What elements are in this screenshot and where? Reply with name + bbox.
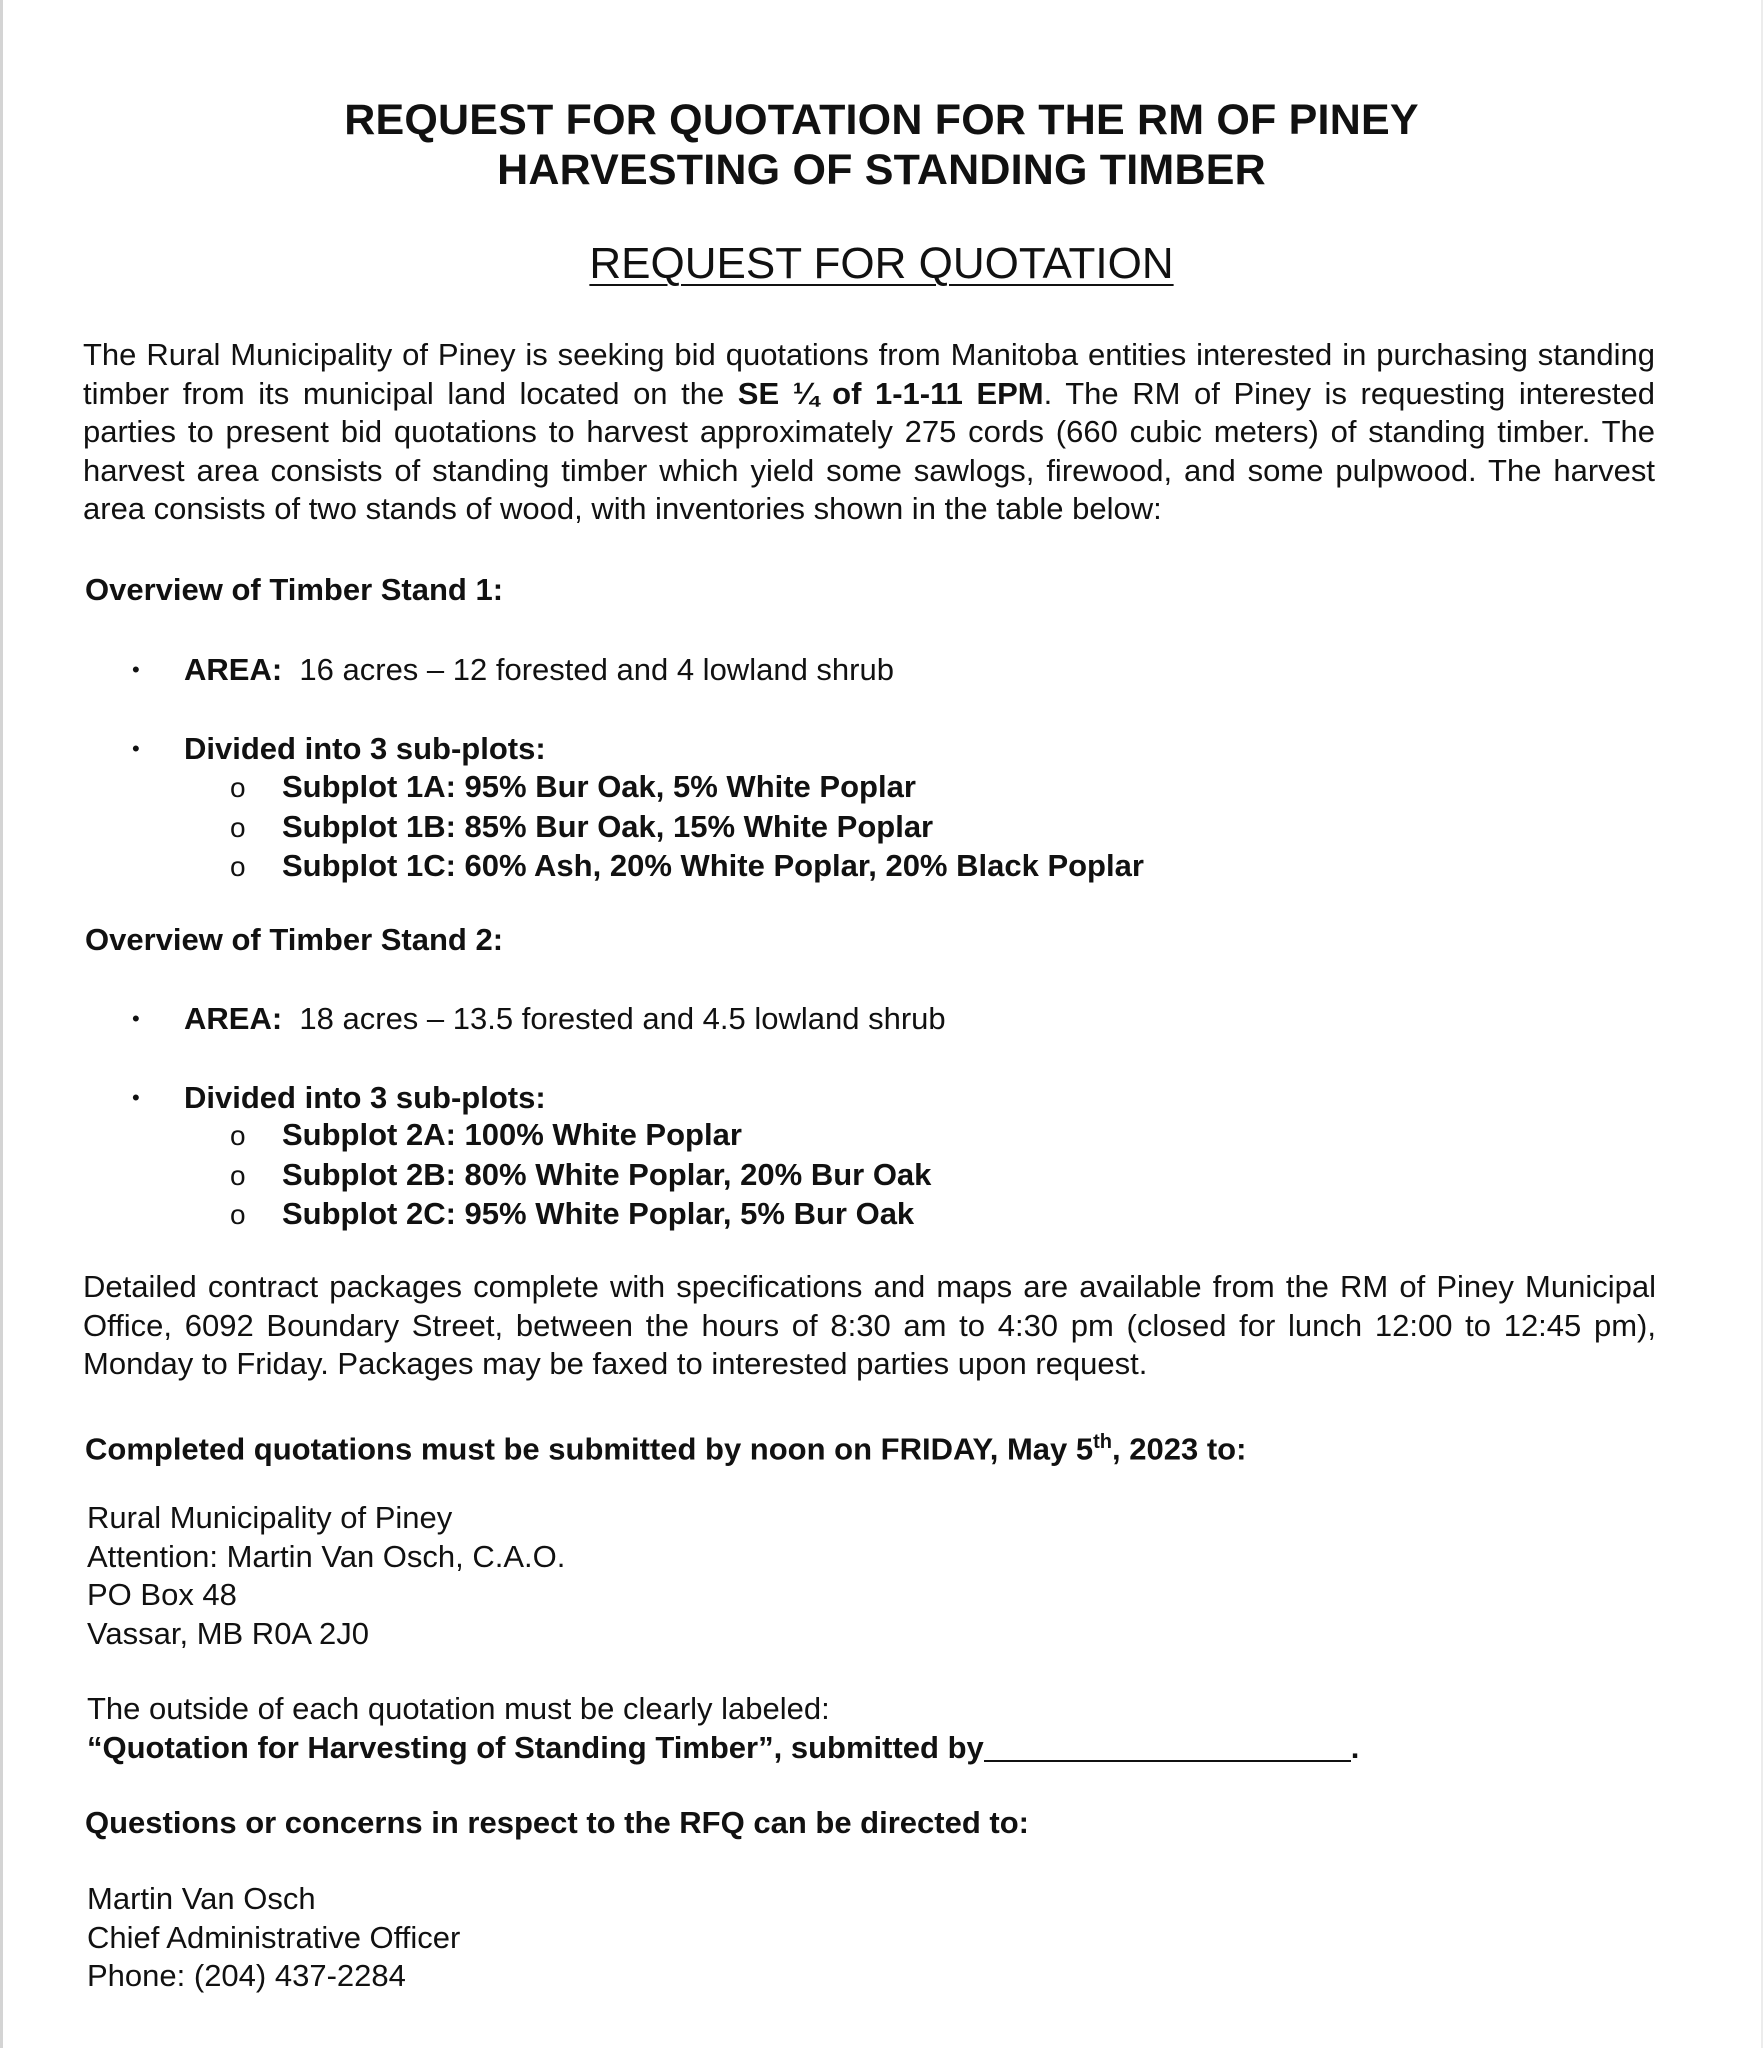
subplot-text: Subplot 1C: 60% Ash, 20% White Poplar, 20% Black Poplar bbox=[282, 848, 1144, 883]
scan-left-edge bbox=[0, 0, 3, 2048]
label-end-punctuation: . bbox=[1350, 1729, 1360, 1765]
questions-heading: Questions or concerns in respect to the RFQ can be directed to: bbox=[85, 1805, 1029, 1840]
list-item bbox=[230, 1116, 931, 1156]
address-line: Rural Municipality of Piney bbox=[87, 1500, 453, 1535]
deadline-ordinal: th bbox=[1093, 1431, 1113, 1453]
bullet-icon: • bbox=[132, 657, 140, 682]
list-item bbox=[230, 1195, 931, 1235]
circle-bullet-icon: o bbox=[230, 1159, 246, 1191]
stand-2-divided-label: Divided into 3 sub-plots: bbox=[184, 1080, 546, 1115]
document-title-line-2: HARVESTING OF STANDING TIMBER bbox=[497, 146, 1266, 194]
address-line: Attention: Martin Van Osch, C.A.O. bbox=[87, 1538, 566, 1574]
intro-paragraph bbox=[83, 336, 1655, 529]
list-item bbox=[230, 847, 1144, 887]
submission-address bbox=[87, 1499, 565, 1653]
stand-1-area-label: AREA: bbox=[184, 652, 283, 687]
intro-text-part-2: . The RM of Piney is requesting interested parties to present bid quotations to harvest approximately 275 cords (660 cubic meters) of standing timber. The harvest area consists of standing timber which yield some sawlogs, firewood, and some pulpwood. The harvest area consists of two stands of wood, with inventories shown in the table below: bbox=[83, 375, 1655, 526]
list-item bbox=[230, 808, 1144, 848]
section-subtitle: REQUEST FOR QUOTATION bbox=[589, 239, 1174, 288]
subplot-text: Subplot 1B: 85% Bur Oak, 15% White Poplar bbox=[282, 808, 934, 844]
address-line: Vassar, MB R0A 2J0 bbox=[87, 1615, 369, 1651]
stand-2-area-label: AREA: bbox=[184, 1001, 283, 1036]
stand-1-divided-label: Divided into 3 sub-plots: bbox=[184, 731, 546, 766]
subplot-text: Subplot 2A: 100% White Poplar bbox=[282, 1117, 742, 1152]
contact-name: Martin Van Osch bbox=[87, 1881, 316, 1916]
stand-1-area-item bbox=[132, 651, 894, 689]
document-title-line-1: REQUEST FOR QUOTATION FOR THE RM OF PINEY bbox=[344, 96, 1419, 144]
submission-deadline bbox=[85, 1423, 1246, 1468]
stand-2-subplot-list bbox=[230, 1116, 931, 1235]
labeling-instruction bbox=[87, 1690, 1359, 1767]
subplot-text: Subplot 2C: 95% White Poplar, 5% Bur Oak bbox=[282, 1196, 915, 1231]
stand-2-heading: Overview of Timber Stand 2: bbox=[85, 922, 504, 957]
label-quote-text: “Quotation for Harvesting of Standing Timber”, submitted by bbox=[87, 1729, 984, 1765]
circle-bullet-icon: o bbox=[230, 772, 246, 803]
bullet-icon: • bbox=[132, 736, 140, 761]
stand-1-divided-item bbox=[132, 730, 546, 768]
intro-location: SE ¼ of 1-1-11 EPM bbox=[737, 375, 1044, 411]
contact-block bbox=[87, 1880, 460, 1996]
circle-bullet-icon: o bbox=[230, 1120, 246, 1151]
stand-1-heading: Overview of Timber Stand 1: bbox=[85, 572, 504, 607]
intro-text-part-1: The Rural Municipality of Piney is seeking bid quotations from Manitoba entities interested in purchasing standing timber from its municipal land located on the bbox=[83, 337, 1655, 411]
stand-2-area-text: 18 acres – 13.5 forested and 4.5 lowland shrub bbox=[299, 1001, 946, 1036]
subplot-text: Subplot 2B: 80% White Poplar, 20% Bur Oak bbox=[282, 1156, 932, 1192]
contact-phone: Phone: (204) 437-2284 bbox=[87, 1958, 406, 1993]
bullet-icon: • bbox=[132, 1085, 140, 1110]
list-item bbox=[230, 768, 1144, 808]
list-item bbox=[230, 1156, 931, 1196]
label-instruction-text: The outside of each quotation must be clearly labeled: bbox=[87, 1691, 830, 1726]
subplot-text: Subplot 1A: 95% Bur Oak, 5% White Poplar bbox=[282, 769, 916, 804]
deadline-text-after: , 2023 to: bbox=[1112, 1431, 1247, 1467]
deadline-text-before: Completed quotations must be submitted by noon on FRIDAY, May 5 bbox=[85, 1431, 1094, 1467]
contract-details-paragraph: Detailed contract packages complete with specifications and maps are available from the RM of Piney Municipal Office, 6092 Boundary Street, between the hours of 8:30 am to 4:30 pm (closed for lunch 12:00 to 12:45 pm), Monday to Friday. Packages may be faxed to interested parties upon request. bbox=[83, 1269, 1656, 1381]
submitted-by-blank-line bbox=[984, 1731, 1351, 1762]
stand-1-subplot-list bbox=[230, 768, 1144, 887]
stand-2-divided-item bbox=[132, 1079, 546, 1117]
address-line: PO Box 48 bbox=[87, 1577, 237, 1612]
bullet-icon: • bbox=[132, 1006, 140, 1031]
stand-2-area-item bbox=[132, 1000, 946, 1038]
stand-1-area-text: 16 acres – 12 forested and 4 lowland shrub bbox=[299, 652, 894, 687]
label-required-text bbox=[87, 1729, 1359, 1768]
circle-bullet-icon: o bbox=[230, 1199, 246, 1230]
circle-bullet-icon: o bbox=[230, 811, 246, 843]
contact-title: Chief Administrative Officer bbox=[87, 1919, 461, 1955]
circle-bullet-icon: o bbox=[230, 851, 246, 882]
